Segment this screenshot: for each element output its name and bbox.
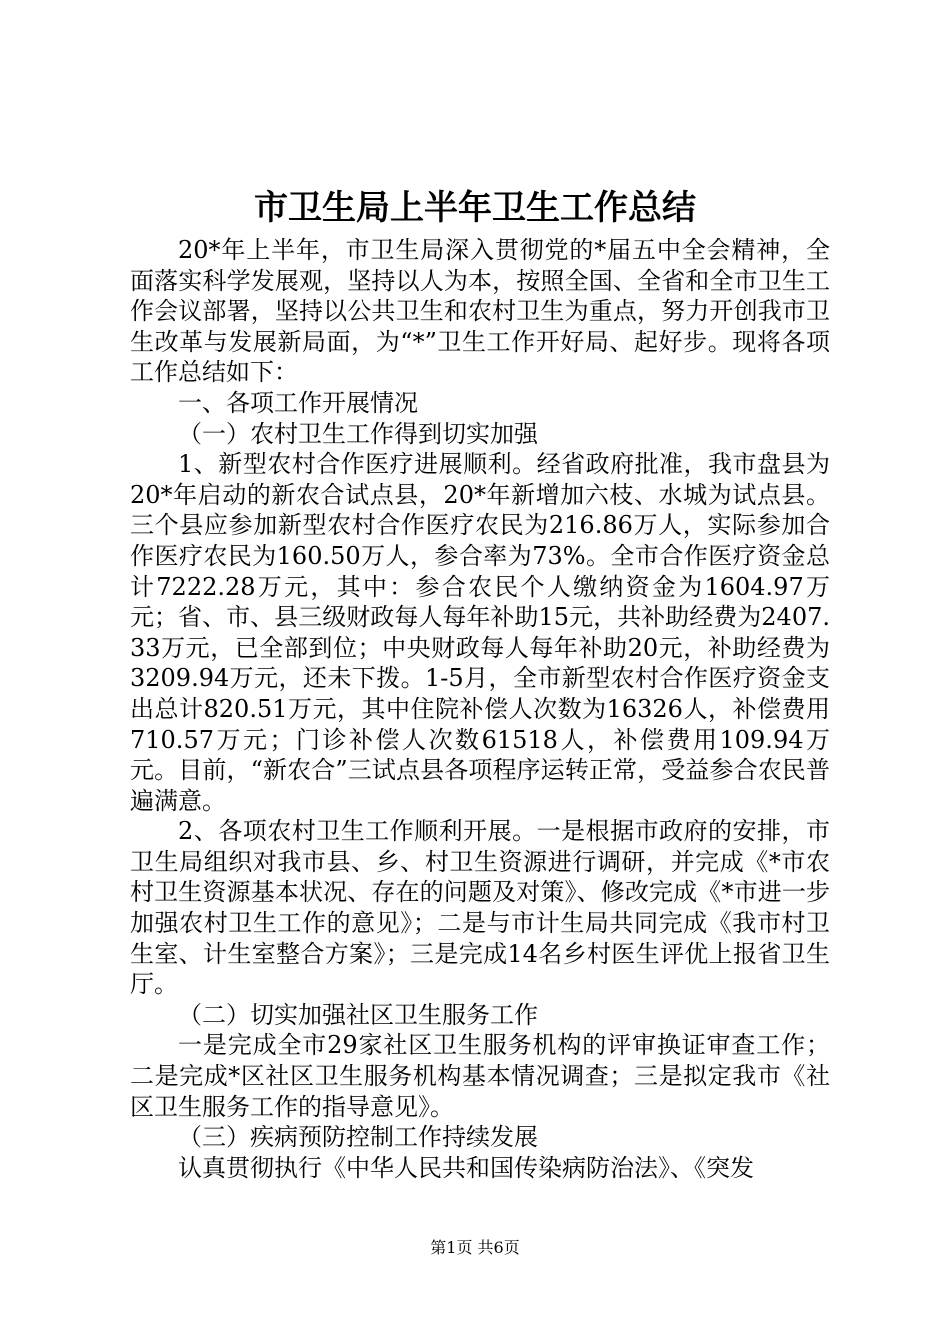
paragraph-rural-health-work: 2、各项农村卫生工作顺利开展。一是根据市政府的安排，市卫生局组织对我市县、乡、村卫生资源进行调研，并完成《*市农村卫生资源基本状况、存在的问题及对策》、修改完成《*市进一步加强农村卫生工作的意见》；二是与市计生局共同完成《我市村卫生室、计生室整合方案》；三是完成14名乡村医生评优上报省卫生厅。 bbox=[130, 817, 830, 999]
paragraph-disease-control: 认真贯彻执行《中华人民共和国传染病防治法》、《突发 bbox=[178, 1153, 754, 1182]
heading-subsection-3: （三）疾病预防控制工作持续发展 bbox=[178, 1123, 538, 1152]
paragraph-intro: 20*年上半年，市卫生局深入贯彻党的*届五中全会精神，全面落实科学发展观，坚持以人为本，按照全国、全省和全市卫生工作会议部署，坚持以公共卫生和农村卫生为重点，努力开创我市卫生改革与发展新局面，为“*”卫生工作开好局、起好步。现将各项工作总结如下： bbox=[130, 236, 830, 387]
paragraph-community-health: 一是完成全市29家社区卫生服务机构的评审换证审查工作；二是完成*区社区卫生服务机构基本情况调查；三是拟定我市《社区卫生服务工作的指导意见》。 bbox=[130, 1031, 830, 1121]
heading-section-1: 一、各项工作开展情况 bbox=[178, 388, 418, 417]
paragraph-rural-coop-medical: 1、新型农村合作医疗进展顺利。经省政府批准，我市盘县为20*年启动的新农合试点县，20*年新增加六枝、水城为试点县。三个县应参加新型农村合作医疗农民为216.86万人，实际参加合作医疗农民为160.50万人，参合率为73%。全市合作医疗资金总计7222.28万元，其中：参合农民个人缴纳资金为1604.97万元；省、市、县三级财政每人每年补助15元，共补助经费为2407.33万元，已全部到位；中央财政每人每年补助20元，补助经费为3209.94万元，还未下拨。1-5月，全市新型农村合作医疗资金支出总计820.51万元，其中住院补偿人次数为16326人，补偿费用710.57万元；门诊补偿人次数61518人，补偿费用109.94万元。目前，“新农合”三试点县各项程序运转正常，受益参合农民普遍满意。 bbox=[130, 450, 830, 815]
document-body bbox=[130, 235, 830, 1183]
page-footer: 第1页 共6页 bbox=[430, 1238, 520, 1257]
heading-subsection-2: （二）切实加强社区卫生服务工作 bbox=[178, 1000, 538, 1029]
heading-subsection-1: （一）农村卫生工作得到切实加强 bbox=[178, 419, 538, 448]
document-title: 市卫生局上半年卫生工作总结 bbox=[254, 188, 696, 228]
